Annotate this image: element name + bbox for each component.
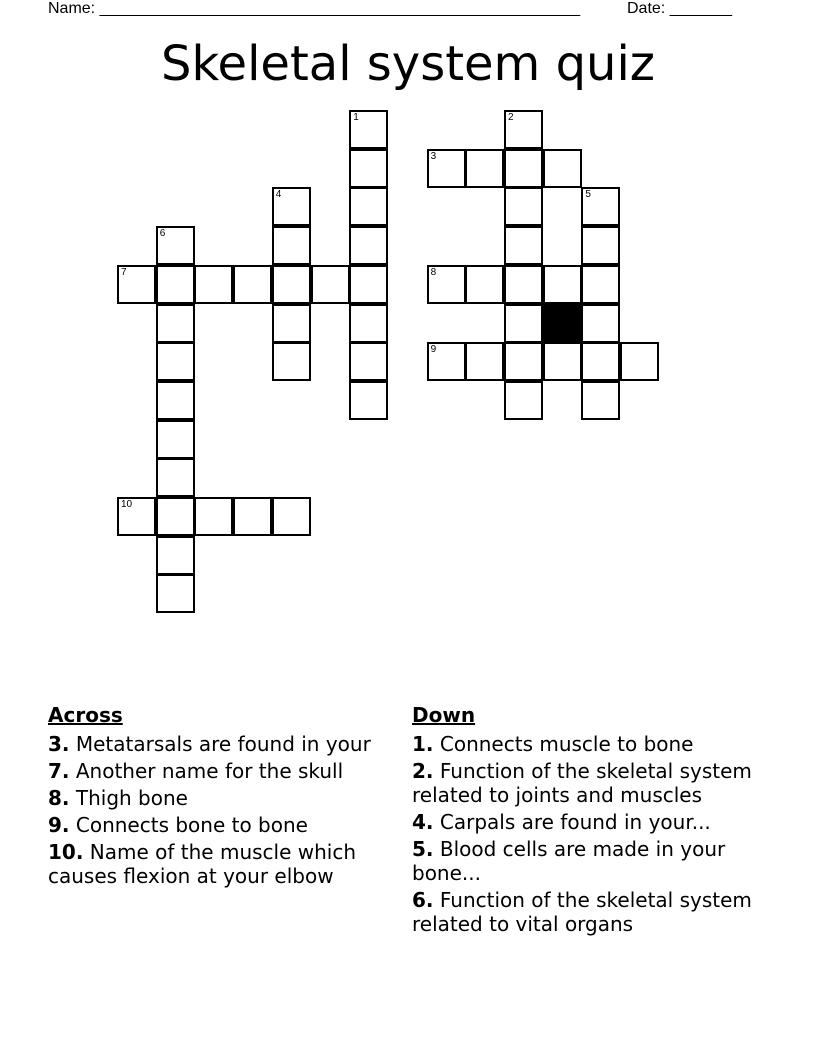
crossword-cell[interactable] [504,381,543,420]
crossword-cell[interactable] [233,265,272,304]
clue-number: 2. [412,759,434,783]
clue-item [412,759,752,807]
clue-number: 3 [430,150,437,162]
clue-number: 3. [48,732,70,756]
crossword-cell[interactable] [504,226,543,265]
crossword-cell[interactable] [349,149,388,188]
clue-number: 6 [159,228,166,240]
clue-number: 6. [412,888,434,912]
crossword-cell[interactable] [465,265,504,304]
date-field[interactable]: Date: _______ [627,0,732,17]
clue-text: Metatarsals are found in your [69,732,371,756]
crossword-cell[interactable] [465,149,504,188]
crossword-cell[interactable] [504,187,543,226]
crossword-cell[interactable] [156,458,195,497]
crossword-cell[interactable] [156,265,195,304]
across-clue-list [48,732,378,888]
crossword-cell[interactable] [194,265,233,304]
crossword-cell[interactable] [272,265,311,304]
crossword-cell[interactable] [581,304,620,343]
crossword-cell[interactable] [117,497,156,536]
crossword-cell[interactable] [581,187,620,226]
clue-text: Another name for the skull [69,759,344,783]
clue-text: Function of the skeletal system related to vital organs [412,888,752,936]
clue-item [48,840,378,888]
crossword-cell[interactable] [156,342,195,381]
crossword-cell[interactable] [194,497,233,536]
crossword-cell[interactable] [272,304,311,343]
crossword-cell[interactable] [349,110,388,149]
clue-number: 1 [353,112,359,123]
crossword-cell[interactable] [504,342,543,381]
clue-item [48,786,378,810]
crossword-cell[interactable] [233,497,272,536]
clue-item [412,732,752,756]
crossword-cell[interactable] [465,342,504,381]
clue-number: 4. [412,810,434,834]
crossword-cell[interactable] [349,265,388,304]
down-clues [412,703,752,939]
crossword-cell[interactable] [543,149,582,188]
crossword-cell[interactable] [117,265,156,304]
clue-item [412,810,752,834]
crossword-cell[interactable] [156,304,195,343]
crossword-cell[interactable] [349,342,388,381]
crossword-cell[interactable] [156,420,195,459]
crossword-cell[interactable] [272,342,311,381]
clue-item [48,732,378,756]
down-clue-list [412,732,752,936]
crossword-cell[interactable] [427,265,466,304]
clue-text: Thigh bone [69,786,188,810]
clue-number: 4 [275,189,282,201]
black-cell [543,304,582,343]
across-clues [48,703,378,891]
crossword-cell[interactable] [156,226,195,265]
crossword-cell[interactable] [156,381,195,420]
clue-text: Carpals are found in your... [433,810,711,834]
crossword-cell[interactable] [311,265,350,304]
clue-number: 8 [430,266,437,278]
clue-item [48,759,378,783]
clue-item [412,888,752,936]
crossword-cell[interactable] [427,342,466,381]
across-heading: Across [48,703,123,727]
clue-number: 7. [48,759,70,783]
clue-number: 2 [508,112,514,123]
clue-number: 10. [48,840,84,864]
crossword-cell[interactable] [349,226,388,265]
crossword-cell[interactable] [581,265,620,304]
crossword-cell[interactable] [427,149,466,188]
clue-number: 5 [585,189,591,201]
clue-text: Connects muscle to bone [433,732,694,756]
clue-number: 1. [412,732,434,756]
down-heading: Down [412,703,476,727]
crossword-cell[interactable] [504,110,543,149]
crossword-cell[interactable] [504,304,543,343]
page-title: Skeletal system quiz [161,36,655,92]
crossword-cell[interactable] [581,381,620,420]
clue-number: 9. [48,813,70,837]
crossword-cell[interactable] [156,574,195,613]
crossword-cell[interactable] [349,381,388,420]
crossword-cell[interactable] [504,149,543,188]
crossword-cell[interactable] [349,187,388,226]
clue-text: Function of the skeletal system related to joints and muscles [412,759,752,807]
crossword-cell[interactable] [349,304,388,343]
crossword-cell[interactable] [272,187,311,226]
crossword-cell[interactable] [543,265,582,304]
name-field[interactable]: Name: ______________________________________________________ [48,0,581,17]
crossword-cell[interactable] [581,342,620,381]
clue-text: Blood cells are made in your bone... [412,837,726,885]
clue-number: 10 [121,499,133,510]
crossword-cell[interactable] [156,536,195,575]
crossword-cell[interactable] [156,497,195,536]
crossword-cell[interactable] [272,226,311,265]
clue-number: 8. [48,786,70,810]
crossword-cell[interactable] [272,497,311,536]
crossword-cell[interactable] [581,226,620,265]
crossword-cell[interactable] [504,265,543,304]
crossword-cell[interactable] [543,342,582,381]
clue-text: Connects bone to bone [69,813,308,837]
clue-item [412,837,752,885]
clue-number: 9 [430,344,437,356]
clue-item [48,813,378,837]
clue-number: 5. [412,837,434,861]
clue-text: Name of the muscle which causes flexion at your elbow [48,840,357,888]
clue-number: 7 [121,266,127,278]
crossword-cell[interactable] [620,342,659,381]
